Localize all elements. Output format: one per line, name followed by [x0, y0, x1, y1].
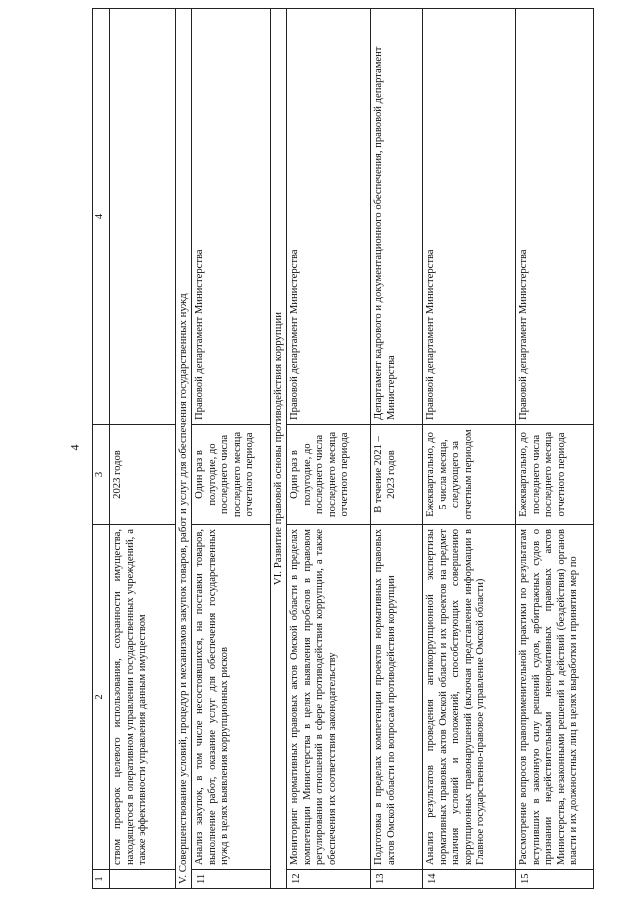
measure-text: Подготовка в пределах компетенции проектов нормативных правовых актов Омской области по вопросам противодействия коррупции	[371, 525, 423, 870]
measure-text: Анализ закупок, в том числе несостоявшихся, на поставки товаров, выполнение работ, оказание услуг для обеспечения государственных нужд в целях выявления коррупционных рисков	[192, 525, 271, 870]
measure-text: Рассмотрение вопросов правоприменительной практики по результатам вступивших в законную силу решений судов, арбитражных судов о признании недействительными ненормативных правовых актов Министерства, незаконными решений и действий (бездействия) органов власти и их должностных лиц в целях выработки и принятия мер по	[516, 525, 594, 870]
header-col-2: 2	[93, 525, 110, 870]
section-5-title: V. Совершенствование условий, процедур и механизмов закупок товаров, работ и услуг для обеспечения государственных нужд	[176, 9, 192, 889]
measure-period: Один раз в полугодие, до последнего числа последнего месяца отчетного периода	[287, 425, 371, 525]
header-col-3: 3	[93, 425, 110, 525]
rotated-table-sheet	[92, 9, 579, 889]
measure-period: В течение 2021 – 2023 годов	[371, 425, 423, 525]
table-row	[192, 9, 271, 889]
table-header-row	[93, 9, 110, 889]
row-number: 11	[192, 870, 271, 889]
measures-table	[92, 8, 594, 889]
measure-period: Один раз в полугодие, до последнего числа последнего месяца отчетного периода	[192, 425, 271, 525]
measure-text: ством проверок целевого использования, сохранности имущества, находящегося в оперативном управлении государственных учреждений, а также эффективности управления данным имуществом	[110, 525, 176, 870]
measure-period: Ежеквартально, до 5 числа месяца, следующего за отчетным периодом	[423, 425, 516, 525]
measure-period: Ежеквартально, до последнего числа последнего месяца отчетного периода	[516, 425, 594, 525]
row-number: 13	[371, 870, 423, 889]
row-number: 14	[423, 870, 516, 889]
measure-responsible: Правовой департамент Министерства	[423, 9, 516, 425]
section-heading-row	[176, 9, 192, 889]
row-number	[110, 870, 176, 889]
measure-text: Мониторинг нормативных правовых актов Омской области в пределах компетенции Министерства в целях выявления пробелов в правовом регулировании отношений в сфере противодействия коррупции, а также обеспечения их соответствия законодательству	[287, 525, 371, 870]
row-number: 12	[287, 870, 371, 889]
measure-text: Анализ результатов проведения антикоррупционной экспертизы нормативных правовых актов Омской области и их проектов на предмет наличия условий и положений, способствующих совершению коррупционных правонарушений (включая представление информации в Главное государственно-правовое управление Омской области)	[423, 525, 516, 870]
table-row	[516, 9, 594, 889]
measure-responsible	[110, 9, 176, 425]
table-row	[110, 9, 176, 889]
measure-responsible: Департамент кадрового и документационного обеспечения, правовой департамент Министерства	[371, 9, 423, 425]
measure-responsible: Правовой департамент Министерства	[287, 9, 371, 425]
section-heading-row	[271, 9, 287, 889]
table-row	[423, 9, 516, 889]
table-row	[371, 9, 423, 889]
measure-responsible: Правовой департамент Министерства	[516, 9, 594, 425]
section-6-title: VI. Развитие правовой основы противодействия коррупции	[271, 9, 287, 889]
row-number: 15	[516, 870, 594, 889]
table-row	[287, 9, 371, 889]
header-col-4: 4	[93, 9, 110, 425]
measure-period: 2023 годов	[110, 425, 176, 525]
header-col-1: 1	[93, 870, 110, 889]
measure-responsible: Правовой департамент Министерства	[192, 9, 271, 425]
page-number: 4	[67, 444, 82, 451]
